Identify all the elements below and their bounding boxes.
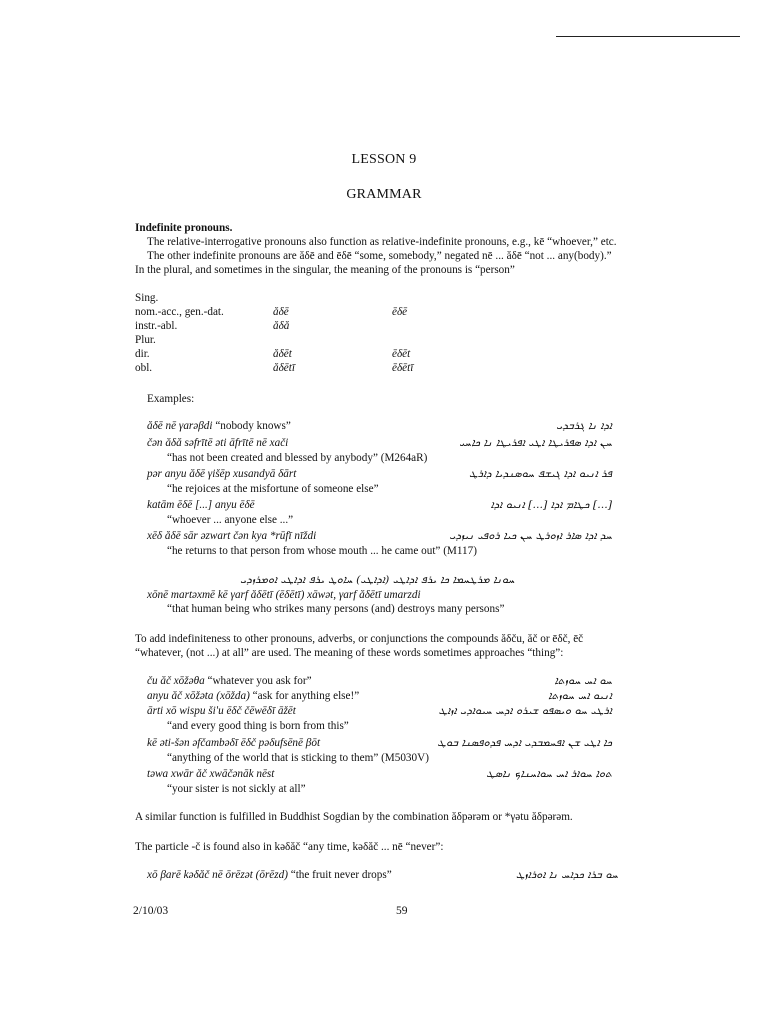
buddhist-paragraph: A similar function is fulfilled in Buddhist Sogdian by the combination ăδpərəm or *γətu ăδpərəm. <box>135 811 573 823</box>
example-translit: ăδē nē γarəβdi <box>147 420 213 432</box>
example-translit: ārti xō wispu šiʹu ēδč čēwēδī āžēt <box>147 705 296 717</box>
examples-label: Examples: <box>147 393 195 405</box>
example-long-translit: xōnē martəxmē kē γarf ăδētī (ēδētī) xāwət, γarf ăδētī umarzdi <box>147 589 421 601</box>
particle-paragraph: The particle -č is found also in kəδăč “any time, kəδăč ... nē “never”: <box>135 841 444 853</box>
example-script: ܚܘ ܒܪܐ ܟܕܐܚ ܢܐ ܐܘܪܐܙܛ <box>515 868 618 881</box>
example-gloss: “he returns to that person from whose mouth ... he came out” (M117) <box>167 545 477 557</box>
paradigm-form: ăδē <box>273 306 289 318</box>
paradigm-form: ăδēt <box>273 348 292 360</box>
example-translit: təwa xwār ăč xwāčənāk nēst <box>147 768 275 780</box>
header-rule <box>556 36 740 37</box>
example-translit: pər anyu ăδē γišēp xusandyā δārt <box>147 468 297 480</box>
example-script: ܚܕ ܐܕܐ ܣܐܪ ܐܙܘܪܛ ܚܢ ܟܝܐ ܪܘܦܝ ܢܝܙܕܝ <box>449 529 612 542</box>
example-gloss: “your sister is not sickly at all” <box>167 783 306 795</box>
example-translit: ču ăč xōžəθa <box>147 675 205 687</box>
paradigm-row-label: instr.-abl. <box>135 320 178 332</box>
example-long-gloss: “that human being who strikes many persons (and) destroys many persons” <box>167 603 505 615</box>
example-translit: xō βarē kəδăč nē ōrēzət (ōrēzd) <box>147 869 288 881</box>
example-gloss: “and every good thing is born from this” <box>167 720 349 732</box>
example-script: ܐܢܝܘ ܐܚ ܚܘܙܬܐ <box>548 689 612 702</box>
indef-line-1: The relative-interrogative pronouns also function as relative-indefinite pronouns, e.g., kē “whoever,” etc. <box>147 236 617 248</box>
example-script: ܦܪ ܐܢܝܘ ܐܕܐ ܓܝܫܦ ܚܘܣܢܕܝܐ ܕܐܪܛ <box>468 467 612 480</box>
section-title: GRAMMAR <box>346 187 422 202</box>
example-translit: čən ăδă səfrītē əti āfrītē nē xači <box>147 437 289 449</box>
example-line <box>147 689 359 703</box>
paradigm-row-label: dir. <box>135 348 150 360</box>
paradigm-row-label: obl. <box>135 362 153 374</box>
example-line <box>147 868 392 882</box>
indef-heading: Indefinite pronouns. <box>135 222 233 234</box>
indefiniteness-line-1: To add indefiniteness to other pronouns, adverbs, or conjunctions the compounds ăδču, ăč or ēδč, ēč <box>135 633 584 645</box>
example-script: ܟܐ ܐܛܝ ܫܢ ܐܦܚܡܒܕܝ ܐܕܚ ܦܕܘܦܣܢܐ ܒܘܛ <box>437 736 612 749</box>
example-gloss: “ask for anything else!” <box>252 690 360 702</box>
paradigm-form: ăδă <box>273 320 290 332</box>
example-gloss: “has not been created and blessed by anybody” (M264aR) <box>167 452 428 464</box>
example-gloss: “he rejoices at the misfortune of someone else” <box>167 483 379 495</box>
example-long-script: ܚܘܢܐ ܡܪܛܚܡܐ ܟܐ ܝܪܦ ܐܕܐܛܝ (ܐܕܐܛܝ) ܚܐܘܛ ܝܪܦ ܐܕܐܛܝ ܐܘܡܪܙܕܝ <box>240 573 515 586</box>
example-script: ܚܘ ܐܚ ܚܘܙܬܐ <box>554 674 612 687</box>
indefiniteness-line-2: “whatever, (not ...) at all” are used. The meaning of these words sometimes approaches “thing”: <box>135 647 564 659</box>
paradigm-sing-label: Sing. <box>135 292 159 304</box>
example-script: ܟܛܐܡ ܐܕܐ [...] ܐܢܝܘ ܐܕܐ [...] <box>490 498 612 511</box>
paradigm-row-label: Plur. <box>135 334 156 346</box>
example-gloss: “the fruit never drops” <box>290 869 392 881</box>
paradigm-form: ēδētī <box>392 362 414 374</box>
example-line <box>147 419 291 433</box>
paradigm-form: ēδē <box>392 306 408 318</box>
lesson-title: LESSON 9 <box>351 152 417 167</box>
example-gloss: “nobody knows” <box>215 420 291 432</box>
page-number: 59 <box>396 905 408 917</box>
example-translit: anyu ăč xōžəta (xōžda) <box>147 690 250 702</box>
example-script: ܬܘܐ ܚܘܐܪ ܐܚ ܚܘܐܚܢܐܟ ܢܐܣܛ <box>486 767 612 780</box>
paradigm-form: ăδētī <box>273 362 295 374</box>
indef-line-3: In the plural, and sometimes in the singular, the meaning of the pronouns is “person” <box>135 264 515 276</box>
paradigm-row-label: nom.-acc., gen.-dat. <box>135 306 224 318</box>
example-line <box>147 674 312 688</box>
example-gloss: “whoever ... anyone else ...” <box>167 514 294 526</box>
example-gloss: “whatever you ask for” <box>207 675 312 687</box>
example-gloss: “anything of the world that is sticking to them” (M5030V) <box>167 752 429 764</box>
example-script: ܐܕܐ ܢܐ ܓܪܒܕܝ <box>556 419 612 432</box>
paradigm-form: ēδēt <box>392 348 411 360</box>
example-translit: xēδ ăδē sār əzwart čən kya *rūfī nīždi <box>147 530 317 542</box>
footer-date: 2/10/03 <box>133 905 169 917</box>
example-script: ܐܪܛܝ ܚܘ ܘܝܣܦܘ ܫܝܪܘ ܐܕܚ ܚܝܘܐܕܝ ܐܙܐܛ <box>438 704 612 717</box>
example-translit: katām ēδē [...] anyu ēδē <box>147 499 255 511</box>
indef-line-2: The other indefinite pronouns are ăδē and ēδē “some, somebody,” negated nē ... ăδē “not ... any(body).” <box>147 250 612 262</box>
example-script: ܚܢ ܐܕܐ ܣܦܪܝܛܐ ܐܛܝ ܐܦܪܝܛܐ ܢܐ ܟܐܚܝ <box>459 436 612 449</box>
example-translit: kē əti-šən əfčambəδī ēδč pəδufsēnē βōt <box>147 737 321 749</box>
